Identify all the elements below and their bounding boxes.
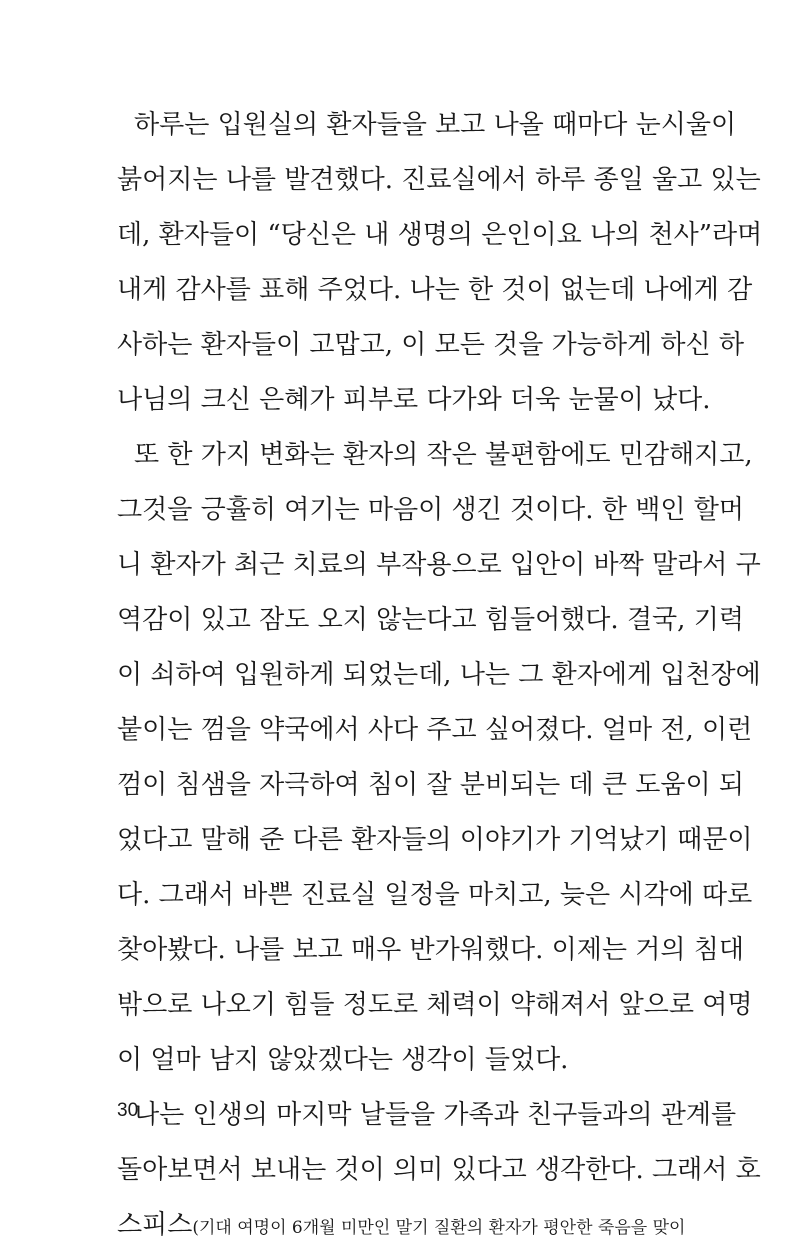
- text-line: 붉어지는 나를 발견했다. 진료실에서 하루 종일 울고 있는: [117, 165, 761, 195]
- hospice-note: (기대 여명이 6개월 미만인 말기 질환의 환자가 평안한 죽음을 맞이: [192, 1218, 686, 1238]
- text-line: 붙이는 껌을 약국에서 사다 주고 싶어졌다. 얼마 전, 이런: [117, 715, 753, 745]
- hospice-word: 스피스: [117, 1210, 193, 1240]
- text-line: 또 한 가지 변화는 환자의 작은 불편함에도 민감해지고,: [134, 440, 753, 470]
- text-line: 다. 그래서 바쁜 진료실 일정을 마치고, 늦은 시각에 따로: [117, 880, 753, 910]
- text-line: 었다고 말해 준 다른 환자들의 이야기가 기억났기 때문이: [117, 825, 753, 855]
- text-line: 니 환자가 최근 치료의 부작용으로 입안이 바짝 말라서 구: [117, 550, 761, 580]
- text-line: 이 얼마 남지 않았겠다는 생각이 들었다.: [117, 1045, 569, 1075]
- text-line: 하루는 입원실의 환자들을 보고 나올 때마다 눈시울이: [134, 110, 737, 140]
- text-line: 나는 인생의 마지막 날들을 가족과 친구들과의 관계를: [134, 1100, 737, 1130]
- text-line: 껌이 침샘을 자극하여 침이 잘 분비되는 데 큰 도움이 되: [117, 770, 744, 800]
- text-line: 역감이 있고 잠도 오지 않는다고 힘들어했다. 결국, 기력: [117, 605, 744, 635]
- text-line: 나님의 크신 은혜가 피부로 다가와 더욱 눈물이 났다.: [117, 385, 711, 415]
- body-text: [117, 98, 763, 1253]
- text-line: 데, 환자들이 “당신은 내 생명의 은인이요 나의 천사”라며: [117, 220, 763, 250]
- text-line: 사하는 환자들이 고맙고, 이 모든 것을 가능하게 하신 하: [117, 330, 744, 360]
- page-number: 30: [117, 1100, 139, 1121]
- text-line: 밖으로 나오기 힘들 정도로 체력이 약해져서 앞으로 여명: [117, 990, 753, 1020]
- text-line: 그것을 긍휼히 여기는 마음이 생긴 것이다. 한 백인 할머: [117, 495, 744, 525]
- text-line: [117, 1198, 686, 1253]
- text-line: 찾아봤다. 나를 보고 매우 반가워했다. 이제는 거의 침대: [117, 935, 744, 965]
- text-line: 돌아보면서 보내는 것이 의미 있다고 생각한다. 그래서 호: [117, 1155, 761, 1185]
- text-line: 이 쇠하여 입원하게 되었는데, 나는 그 환자에게 입천장에: [117, 660, 761, 690]
- text-line: 내게 감사를 표해 주었다. 나는 한 것이 없는데 나에게 감: [117, 275, 753, 305]
